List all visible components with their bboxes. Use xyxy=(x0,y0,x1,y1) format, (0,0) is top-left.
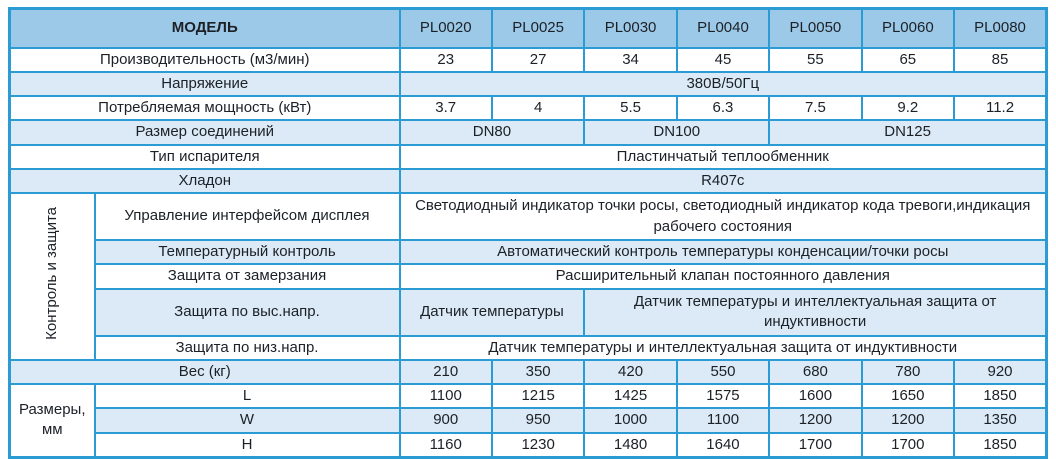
dim-l-value-cell: 1600 xyxy=(769,384,861,408)
dim-w-value-cell: 1350 xyxy=(954,408,1046,432)
control-group-cell xyxy=(10,193,95,360)
dim-h-value-cell: 1640 xyxy=(677,433,769,458)
control-group-label: Контроль и защита xyxy=(43,206,61,340)
table-row-display xyxy=(10,193,1047,240)
row-label-display: Управление интерфейсом дисплея xyxy=(95,193,400,240)
dim-w-value-cell: 1100 xyxy=(677,408,769,432)
capacity-value-cell: 27 xyxy=(492,48,584,72)
power-value-cell: 3.7 xyxy=(400,96,492,120)
capacity-value-cell: 23 xyxy=(400,48,492,72)
dim-w-value-cell: 1200 xyxy=(862,408,954,432)
high-pressure-value-cell-small: Датчик температуры xyxy=(400,289,585,336)
voltage-value-cell: 380В/50Гц xyxy=(400,72,1047,96)
dim-l-value-cell: 1850 xyxy=(954,384,1046,408)
table-row-high-pressure xyxy=(10,289,1047,336)
model-header-cell: PL0030 xyxy=(584,9,676,48)
model-header-cell: PL0060 xyxy=(862,9,954,48)
row-label-connection: Размер соединений xyxy=(10,120,400,144)
high-pressure-value-cell-large: Датчик температуры и интеллектуальная защита от индуктивности xyxy=(584,289,1046,336)
dim-w-value-cell: 1200 xyxy=(769,408,861,432)
dim-h-value-cell: 1230 xyxy=(492,433,584,458)
weight-value-cell: 920 xyxy=(954,360,1046,384)
weight-value-cell: 350 xyxy=(492,360,584,384)
row-label-freeze-protection: Защита от замерзания xyxy=(95,264,400,288)
table-row-capacity xyxy=(10,48,1047,72)
dim-w-value-cell: 900 xyxy=(400,408,492,432)
table-row-voltage xyxy=(10,72,1047,96)
table-row-temp-control xyxy=(10,240,1047,264)
model-header-cell: PL0020 xyxy=(400,9,492,48)
table-row-dim-l xyxy=(10,384,1047,408)
power-value-cell: 7.5 xyxy=(769,96,861,120)
row-label-voltage: Напряжение xyxy=(10,72,400,96)
weight-value-cell: 420 xyxy=(584,360,676,384)
capacity-value-cell: 55 xyxy=(769,48,861,72)
capacity-value-cell: 45 xyxy=(677,48,769,72)
capacity-value-cell: 85 xyxy=(954,48,1046,72)
dim-l-value-cell: 1650 xyxy=(862,384,954,408)
model-header-cell: PL0040 xyxy=(677,9,769,48)
spec-table xyxy=(8,7,1048,459)
weight-value-cell: 680 xyxy=(769,360,861,384)
table-row-freeze-protection xyxy=(10,264,1047,288)
freeze-protection-value-cell: Расширительный клапан постоянного давления xyxy=(400,264,1047,288)
row-label-temp-control: Температурный контроль xyxy=(95,240,400,264)
connection-value-cell: DN100 xyxy=(584,120,769,144)
model-header-label: МОДЕЛЬ xyxy=(10,9,400,48)
connection-value-cell: DN125 xyxy=(769,120,1046,144)
connection-value-cell: DN80 xyxy=(400,120,585,144)
power-value-cell: 4 xyxy=(492,96,584,120)
power-value-cell: 11.2 xyxy=(954,96,1046,120)
dim-l-value-cell: 1100 xyxy=(400,384,492,408)
capacity-value-cell: 65 xyxy=(862,48,954,72)
row-label-weight: Вес (кг) xyxy=(10,360,400,384)
weight-value-cell: 780 xyxy=(862,360,954,384)
dim-h-value-cell: 1700 xyxy=(862,433,954,458)
dim-h-value-cell: 1480 xyxy=(584,433,676,458)
row-label-dim-h: H xyxy=(95,433,400,458)
table-row-connection xyxy=(10,120,1047,144)
table-row-evaporator xyxy=(10,145,1047,169)
dim-l-value-cell: 1425 xyxy=(584,384,676,408)
row-label-dim-l: L xyxy=(95,384,400,408)
display-value-cell: Светодиодный индикатор точки росы, светодиодный индикатор кода тревоги,индикация рабочего состояния xyxy=(400,193,1047,240)
model-header-cell: PL0050 xyxy=(769,9,861,48)
weight-value-cell: 550 xyxy=(677,360,769,384)
dimensions-group-cell: Размеры,мм xyxy=(10,384,95,457)
dim-w-value-cell: 950 xyxy=(492,408,584,432)
table-row-dim-h xyxy=(10,433,1047,458)
table-header-row xyxy=(10,9,1047,48)
dim-w-value-cell: 1000 xyxy=(584,408,676,432)
model-header-cell: PL0025 xyxy=(492,9,584,48)
row-label-refrigerant: Хладон xyxy=(10,169,400,193)
dim-l-value-cell: 1215 xyxy=(492,384,584,408)
dim-h-value-cell: 1700 xyxy=(769,433,861,458)
dim-l-value-cell: 1575 xyxy=(677,384,769,408)
row-label-capacity: Производительность (м3/мин) xyxy=(10,48,400,72)
dim-h-value-cell: 1160 xyxy=(400,433,492,458)
table-row-refrigerant xyxy=(10,169,1047,193)
table-row-dim-w xyxy=(10,408,1047,432)
row-label-high-pressure: Защита по выс.напр. xyxy=(95,289,400,336)
table-row-power xyxy=(10,96,1047,120)
table-row-low-pressure xyxy=(10,336,1047,360)
temp-control-value-cell: Автоматический контроль температуры конденсации/точки росы xyxy=(400,240,1047,264)
power-value-cell: 6.3 xyxy=(677,96,769,120)
row-label-dim-w: W xyxy=(95,408,400,432)
table-row-weight xyxy=(10,360,1047,384)
capacity-value-cell: 34 xyxy=(584,48,676,72)
low-pressure-value-cell: Датчик температуры и интеллектуальная защита от индуктивности xyxy=(400,336,1047,360)
row-label-power: Потребляемая мощность (кВт) xyxy=(10,96,400,120)
power-value-cell: 9.2 xyxy=(862,96,954,120)
row-label-low-pressure: Защита по низ.напр. xyxy=(95,336,400,360)
weight-value-cell: 210 xyxy=(400,360,492,384)
row-label-evaporator: Тип испарителя xyxy=(10,145,400,169)
refrigerant-value-cell: R407c xyxy=(400,169,1047,193)
model-header-cell: PL0080 xyxy=(954,9,1046,48)
dim-h-value-cell: 1850 xyxy=(954,433,1046,458)
evaporator-value-cell: Пластинчатый теплообменник xyxy=(400,145,1047,169)
power-value-cell: 5.5 xyxy=(584,96,676,120)
